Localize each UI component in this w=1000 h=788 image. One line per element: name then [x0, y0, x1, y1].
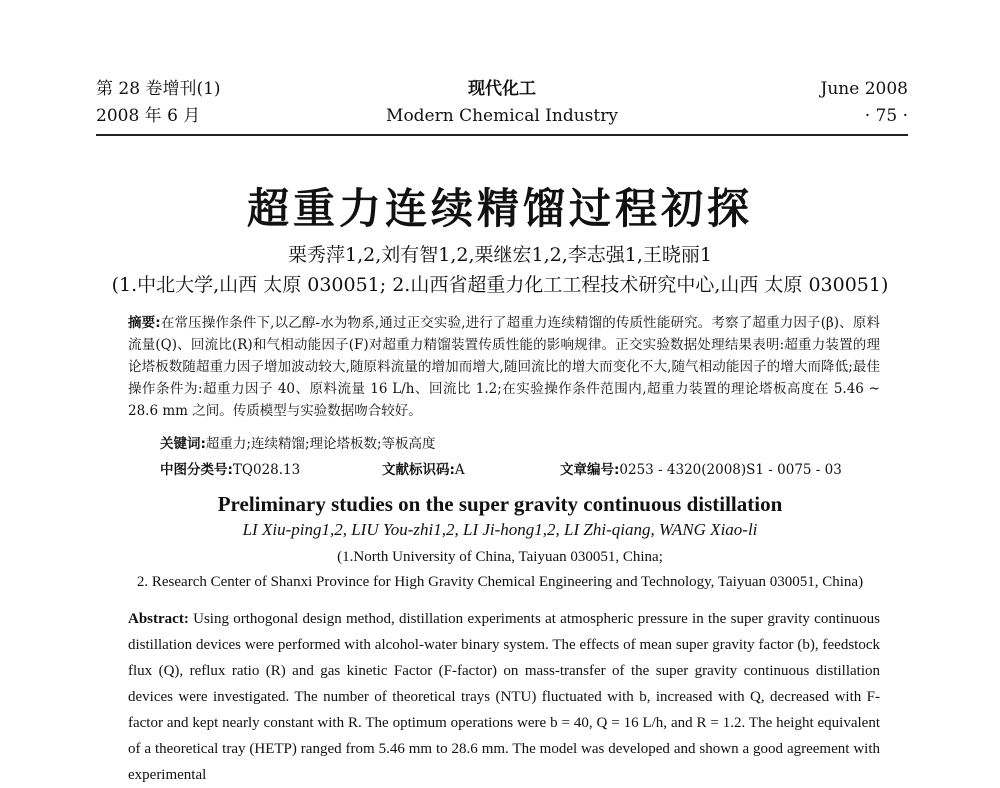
date-cn: 2008 年 6 月 — [96, 106, 201, 126]
authors-cn: 栗秀萍1,2,刘有智1,2,栗继宏1,2,李志强1,王晓丽1 — [288, 244, 712, 266]
article-no-item — [560, 458, 842, 478]
title-en: Preliminary studies on the super gravity continuous distillation — [217, 492, 783, 516]
abstract-cn-text: 在常压操作条件下,以乙醇-水为物系,通过正交实验,进行了超重力连续精馏的传质性能研究。考察了超重力因子(β)、原料流量(Q)、回流比(R)和气相动能因子(F)对超重力精馏装置传质性能的影响规律。正交实验数据处理结果表明:超重力装置的理论塔板数随超重力因子增加波动较大,随原料流量的增加而增大,随回流比的增大而变化不大,随气相动能因子的增大而降低;最佳操作条件为:超重力因子 40、原料流量 16 L/h、回流比 1.2;在实验操作条件范围内,超重力装置的理论塔板高度在 5.46 ~ 28.6 mm 之间。传质模型与实验数据吻合较好。 — [128, 315, 880, 419]
clc-value: TQ028.13 — [232, 462, 301, 478]
article-no-label: 文章编号: — [560, 462, 620, 478]
abstract-cn-label: 摘要: — [128, 315, 161, 331]
clc-item — [160, 458, 300, 478]
clc-label: 中图分类号: — [160, 462, 233, 478]
page-number: · 75 · — [864, 106, 908, 126]
affiliation-en-1: (1.North University of China, Taiyuan 030051, China; — [337, 549, 663, 565]
doc-code-value: A — [454, 462, 465, 478]
authors-en: LI Xiu-ping1,2, LIU You-zhi1,2, LI Ji-hong1,2, LI Zhi-qiang, WANG Xiao-li — [242, 520, 758, 539]
doc-code-label: 文献标识码: — [382, 462, 455, 478]
keywords-label: 关键词: — [160, 436, 206, 452]
affiliation-en-2: 2. Research Center of Shanxi Province for High Gravity Chemical Engineering and Technology, Taiyuan 030051, China) — [136, 574, 864, 590]
date-en: June 2008 — [820, 79, 908, 99]
doc-code-item — [382, 458, 465, 478]
running-header — [96, 76, 908, 136]
volume-cn: 第 28 卷增刊(1) — [96, 79, 221, 99]
article-no-value: 0253 - 4320(2008)S1 - 0075 - 03 — [619, 462, 842, 478]
abstract-en-text: Using orthogonal design method, distillation experiments at atmospheric pressure in the super gravity continuous distillation devices were performed with alcohol-water binary system. The effects of mean super gravity factor (b), feedstock flux (Q), reflux ratio (R) and gas kinetic Factor (F-factor) on mass-transfer of the super gravity continuous distillation devices were investigated. The number of theoretical trays (NTU) fluctuated with b, increased with Q, decreased with F-factor and kept nearly constant with R. The optimum operations were b = 40, Q = 16 L/h, and R = 1.2. The height equivalent of a theoretical tray (HETP) ranged from 5.46 mm to 28.6 mm. The model was developed and shown a good agreement with experimental — [128, 611, 881, 783]
abstract-en — [128, 606, 880, 788]
header-right — [821, 76, 908, 130]
journal-en: Modern Chemical Industry — [386, 106, 618, 126]
keywords-cn — [160, 432, 436, 452]
abstract-cn — [128, 312, 880, 422]
header-rule — [96, 134, 908, 136]
keywords-text: 超重力;连续精馏;理论塔板数;等板高度 — [205, 436, 436, 452]
title-cn: 超重力连续精馏过程初探 — [246, 184, 753, 233]
affiliations-cn: (1.中北大学,山西 太原 030051; 2.山西省超重力化工工程技术研究中心,山西 太原 030051) — [111, 274, 889, 296]
header-center — [96, 76, 908, 130]
journal-cn: 现代化工 — [468, 79, 536, 99]
abstract-en-label: Abstract: — [128, 611, 189, 627]
